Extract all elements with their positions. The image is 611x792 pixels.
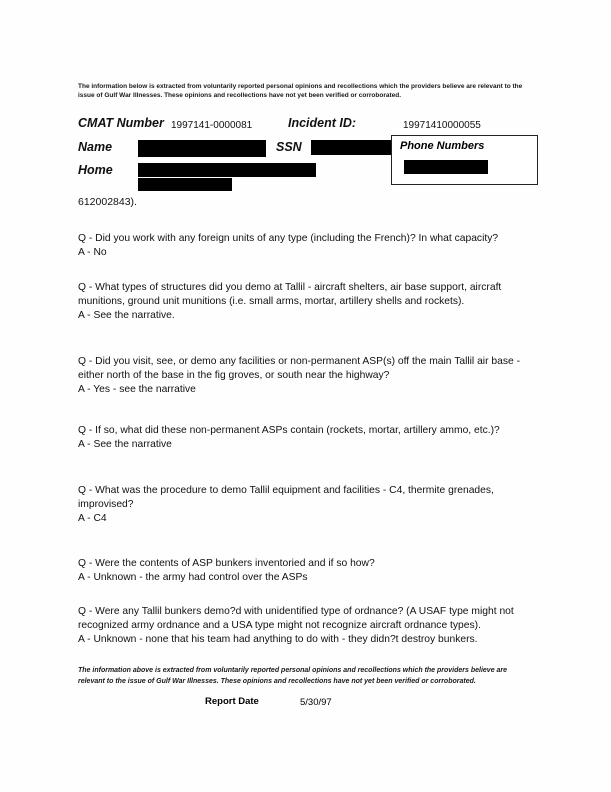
- answer-text: A - No: [78, 247, 107, 259]
- report-date-label: Report Date: [205, 696, 259, 707]
- phone-numbers-box: [391, 135, 538, 185]
- question-text: Q - Did you visit, see, or demo any facilities or non-permanent ASP(s) off the main Tallil air base - either north of the base in the fig groves, or south near the highway?: [78, 356, 521, 382]
- question-text: Q - What was the procedure to demo Tallil equipment and facilities - C4, thermite grenades, improvised?: [78, 485, 494, 511]
- redaction-bar-home-line2: [138, 178, 232, 191]
- question-text: Q - Were any Tallil bunkers demo?d with unidentified type of ordnance? (A USAF type might not recognized army ordnance and a USA type might not recognize aircraft ordnance types).: [78, 606, 514, 632]
- redaction-bar-home-line1: [138, 163, 316, 177]
- qa-item-4: [78, 424, 538, 452]
- fragment-line: 612002843).: [78, 196, 137, 208]
- redaction-bar-name: [138, 140, 266, 157]
- question-text: Q - Were the contents of ASP bunkers inventoried and if so how?: [78, 558, 375, 569]
- answer-text: A - C4: [78, 513, 107, 525]
- record-header: [78, 116, 538, 176]
- answer-text: A - See the narrative: [78, 439, 172, 451]
- answer-text: A - Unknown - none that his team had anything to do with - they didn?t destroy bunkers.: [78, 634, 478, 646]
- incident-id-label: Incident ID:: [288, 116, 357, 130]
- home-label: Home: [78, 163, 113, 177]
- bottom-disclaimer: The information above is extracted from voluntarily reported personal opinions and recollections which the providers believe are relevant to the issue of Gulf War Illnesses. These opinions and recollections have not yet been verified or corroborated.: [78, 667, 508, 685]
- qa-item-5: [78, 484, 538, 527]
- report-date-value: 5/30/97: [300, 697, 332, 708]
- qa-item-1: [78, 232, 538, 260]
- answer-text: A - Unknown - the army had control over the ASPs: [78, 572, 308, 584]
- answer-text: A - See the narrative.: [78, 310, 175, 322]
- phone-numbers-label: Phone Numbers: [400, 140, 485, 152]
- question-text: Q - If so, what did these non-permanent ASPs contain (rockets, mortar, artillery ammo, etc.)?: [78, 425, 500, 436]
- top-disclaimer: The information below is extracted from voluntarily reported personal opinions and recollections which the providers believe are relevant to the issue of Gulf War Illnesses. These opinions and recollections have not yet been verified or corroborated.: [78, 83, 523, 100]
- question-text: Q - What types of structures did you demo at Tallil - aircraft shelters, air base support, aircraft munitions, ground unit munitions (i.e. small arms, mortar, artillery shells and rockets).: [78, 282, 502, 308]
- cmat-number-label: CMAT Number: [78, 116, 164, 130]
- qa-item-2: [78, 281, 538, 324]
- redaction-bar-ssn: [311, 140, 395, 155]
- redaction-bar-phone: [404, 160, 488, 174]
- name-label: Name: [78, 140, 113, 154]
- answer-text: A - Yes - see the narrative: [78, 384, 196, 396]
- qa-item-7: [78, 605, 538, 648]
- incident-id-value: 19971410000055: [403, 120, 481, 131]
- question-text: Q - Did you work with any foreign units of any type (including the French)? In what capacity?: [78, 233, 499, 244]
- qa-item-6: [78, 557, 538, 585]
- ssn-label: SSN: [276, 140, 302, 154]
- qa-item-3: [78, 355, 538, 398]
- cmat-number-value: 1997141-0000081: [171, 120, 253, 131]
